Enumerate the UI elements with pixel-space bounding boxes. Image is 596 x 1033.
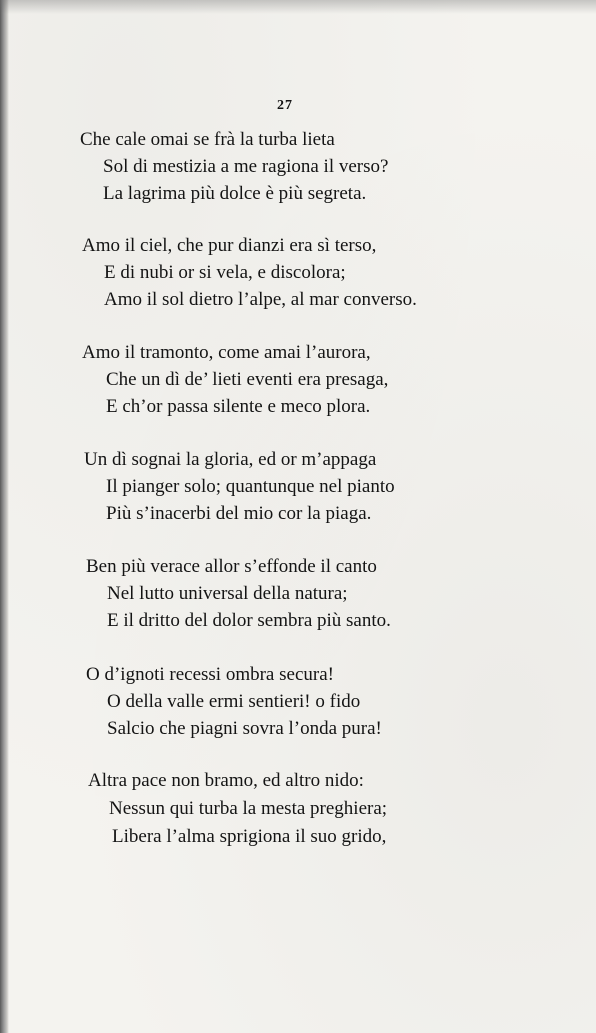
verse-line: Libera l’alma sprigiona il suo grido, (112, 826, 387, 847)
verse-line: Nel lutto universal della natura; (107, 583, 348, 604)
page-binding-shadow (0, 0, 9, 1033)
page-number: 27 (277, 98, 293, 113)
verse-line: Nessun qui turba la mesta preghiera; (109, 798, 388, 819)
verse-line: E di nubi or si vela, e discolora; (104, 262, 346, 283)
verse-line: Amo il ciel, che pur dianzi era sì terso, (82, 235, 377, 256)
verse-line: Salcio che piagni sovra l’onda pura! (107, 718, 382, 739)
verse-line: Che un dì de’ lieti eventi era presaga, (106, 369, 389, 390)
verse-line: Il pianger solo; quantunque nel pianto (106, 476, 395, 497)
verse-line: La lagrima più dolce è più segreta. (103, 183, 367, 204)
verse-line: Più s’inacerbi del mio cor la piaga. (106, 503, 372, 524)
verse-line: Altra pace non bramo, ed altro nido: (88, 770, 364, 791)
verse-line: E ch’or passa silente e meco plora. (106, 396, 371, 417)
verse-line: O d’ignoti recessi ombra secura! (86, 664, 334, 685)
verse-line: O della valle ermi sentieri! o fido (107, 691, 361, 712)
verse-line: E il dritto del dolor sembra più santo. (107, 610, 391, 631)
verse-line: Sol di mestizia a me ragiona il verso? (103, 156, 389, 177)
verse-line: Amo il tramonto, come amai l’aurora, (82, 342, 371, 363)
verse-line: Che cale omai se frà la turba lieta (80, 129, 335, 150)
verse-line: Un dì sognai la gloria, ed or m’appaga (84, 449, 377, 470)
verse-line: Ben più verace allor s’effonde il canto (86, 556, 377, 577)
page-top-shadow (0, 0, 596, 14)
verse-line: Amo il sol dietro l’alpe, al mar converso. (104, 289, 417, 310)
